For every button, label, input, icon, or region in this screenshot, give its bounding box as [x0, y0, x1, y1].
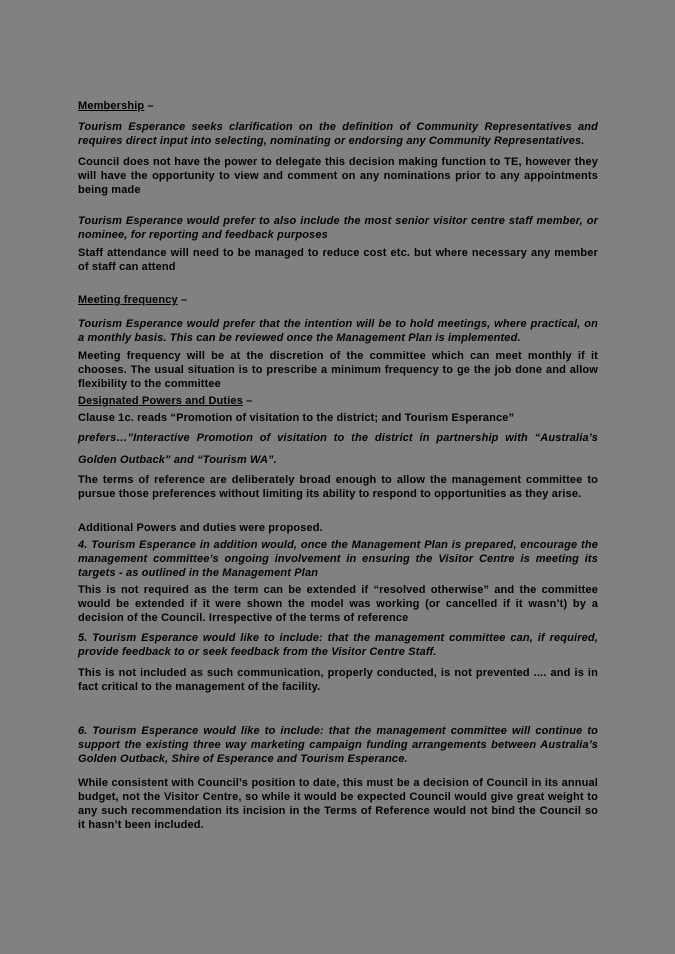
additional-powers-intro: Additional Powers and duties were proposed. [78, 522, 323, 534]
staff-request-paragraph: Tourism Esperance would prefer to also include the most senior visitor centre staff member, or nominee, for reporting and feedback purposes [78, 215, 598, 241]
clause-preference-paragraph: prefers…”Interactive Promotion of visitation to the district in partnership with “Australia’s Golden Outback” and “Tourism WA”. [78, 432, 598, 466]
heading-dash: – [177, 294, 188, 306]
powers-duties-heading-text: Designated Powers and Duties [78, 395, 243, 407]
membership-heading [78, 99, 598, 113]
staff-response-paragraph: Staff attendance will need to be managed to reduce cost etc. but where necessary any member of staff can attend [78, 247, 598, 273]
meeting-response-paragraph: Meeting frequency will be at the discretion of the committee which can meet monthly if it chooses. The usual situation is to prescribe a minimum frequency to ge the job done and allow flexibility to the committee [78, 350, 598, 390]
membership-response-post: however they will have the opportunity to view and comment on any nominations prior to any appointments being made [78, 156, 599, 196]
item6-request-paragraph: 6. Tourism Esperance would like to include: that the management committee will continue to support the existing three way marketing campaign funding arrangements between Australia’s Golden Outback, Shire of Esperance and Tourism Esperance. [78, 725, 598, 765]
meeting-frequency-heading-text: Meeting frequency [78, 294, 178, 306]
document-page [78, 99, 598, 832]
item4-response-paragraph: This is not required as the term can be extended if “resolved otherwise” and the committee would be extended if it were shown the model was working (or cancelled if it wasn’t) by a decision of the Council. Irrespective of the terms of reference [78, 584, 598, 624]
heading-dash: – [144, 100, 154, 112]
membership-heading-text: Membership [78, 100, 145, 112]
te-abbreviation: TE, [504, 156, 522, 168]
powers-duties-heading [78, 394, 598, 408]
meeting-request-paragraph: Tourism Esperance would prefer that the intention will be to hold meetings, where practical, on a monthly basis. This can be reviewed once the Management Plan is implemented. [78, 318, 598, 344]
item5-request-paragraph: 5. Tourism Esperance would like to include: that the management committee can, if required, provide feedback to or seek feedback from the Visitor Centre Staff. [78, 632, 598, 658]
item4-request-paragraph: 4. Tourism Esperance in addition would, once the Management Plan is prepared, encourage the management committee’s ongoing involvement in ensuring the Visitor Centre is meeting its targets - as outlined in the Management Plan [78, 539, 598, 579]
heading-dash: – [242, 395, 253, 407]
item5-response-paragraph: This is not included as such communication, properly conducted, is not prevented .... and is in fact critical to the management of the facility. [78, 667, 598, 693]
membership-response-pre: Council does not have the power to delegate this decision making function to [78, 156, 505, 168]
membership-response-paragraph [78, 155, 598, 197]
clause-line: Clause 1c. reads “Promotion of visitation to the district; and Tourism Esperance” [78, 412, 515, 424]
membership-request-paragraph: Tourism Esperance seeks clarification on the definition of Community Representatives and requires direct input into selecting, nominating or endorsing any Community Representatives. [78, 121, 598, 147]
terms-note-paragraph: The terms of reference are deliberately broad enough to allow the management committee to pursue those preferences without limiting its ability to respond to opportunities as they arise. [78, 474, 598, 500]
meeting-frequency-heading [78, 293, 598, 307]
item6-response-paragraph: While consistent with Council’s position to date, this must be a decision of Council in its annual budget, not the Visitor Centre, so while it would be expected Council would give great weight to any such recommendation its incision in the Terms of Reference would not bind the Council so it hasn’t been included. [78, 777, 598, 831]
